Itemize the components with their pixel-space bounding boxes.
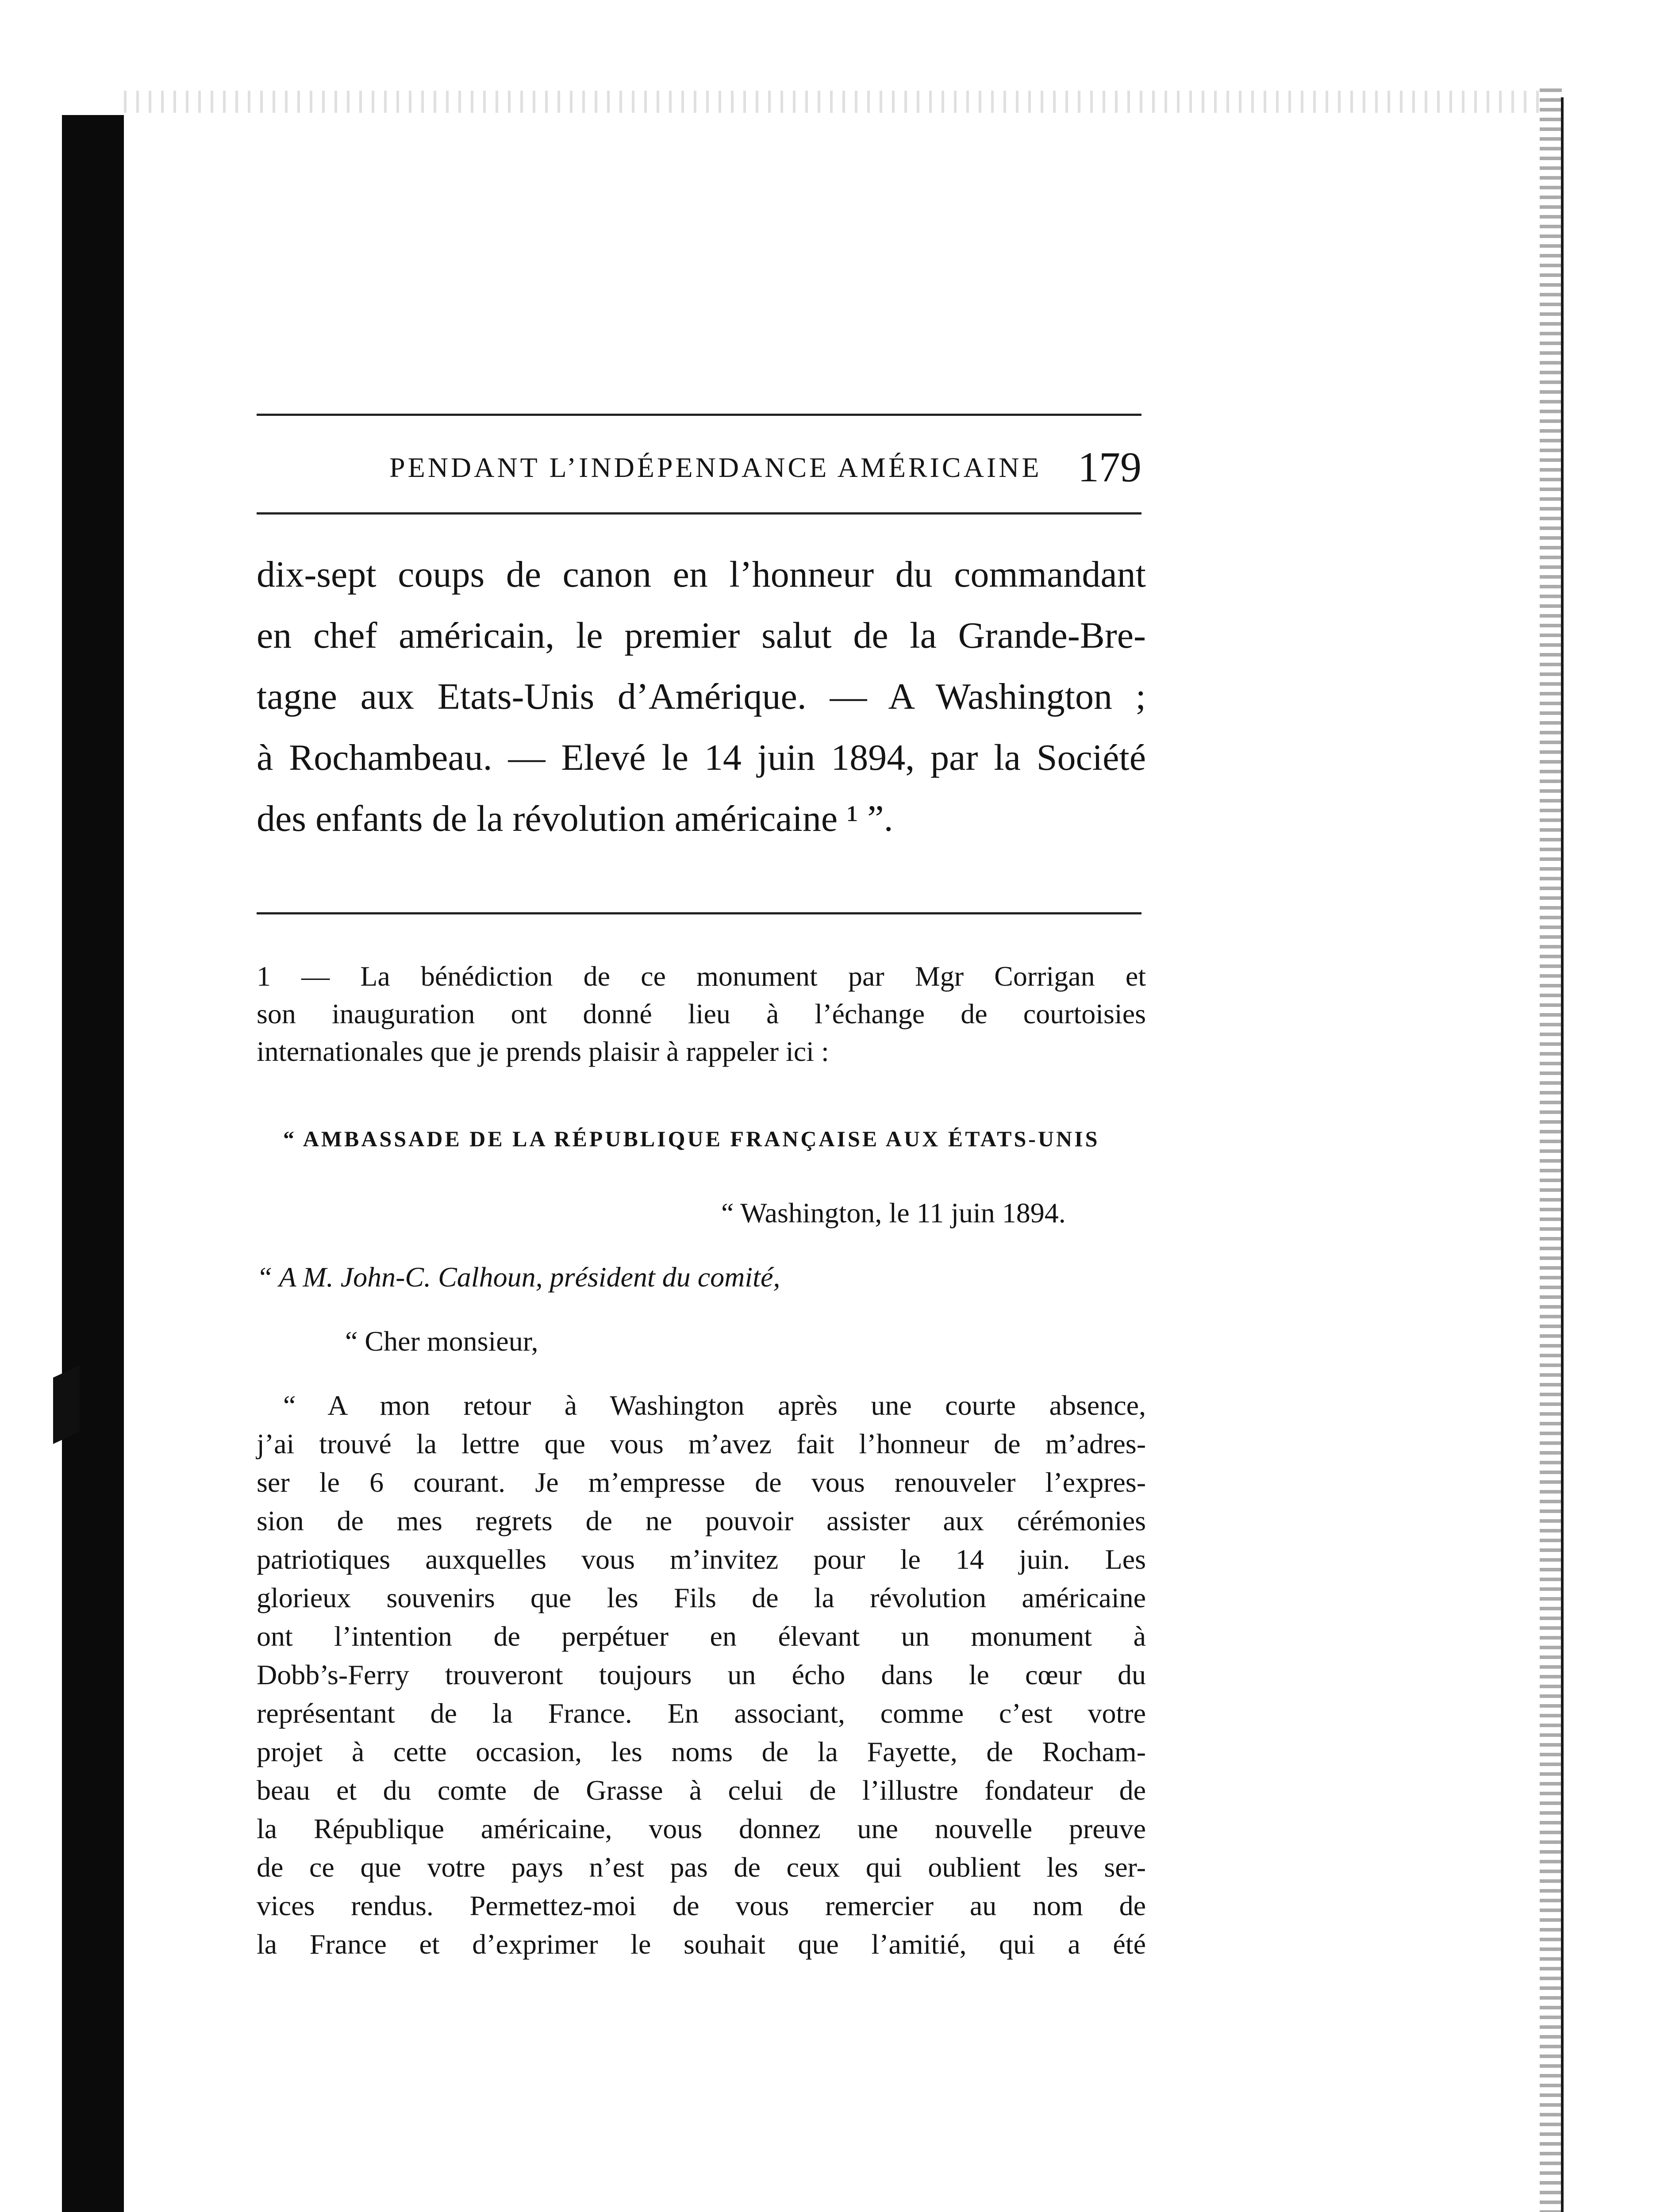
text-line: tagne aux Etats-Unis d’Amérique. — A Washington ; xyxy=(257,676,1146,717)
header-bottom-rule xyxy=(257,512,1141,515)
letter-line: vices rendus. Permettez-moi de vous remercier au nom de xyxy=(257,1890,1146,1921)
binding-notch xyxy=(53,1365,80,1444)
letter-line: glorieux souvenirs que les Fils de la révolution américaine xyxy=(257,1582,1146,1613)
scan-noise-top xyxy=(124,91,1540,113)
addressee: “ A M. John-C. Calhoun, président du comité, xyxy=(257,1261,780,1293)
text-line: des enfants de la révolution américaine ¹ ”. xyxy=(257,798,893,839)
binding-shadow xyxy=(62,115,124,2212)
letter-line: ont l’intention de perpétuer en élevant un monument à xyxy=(257,1621,1146,1652)
running-head xyxy=(257,442,1141,491)
letter-line: représentant de la France. En associant, comme c’est votre xyxy=(257,1697,1146,1729)
running-title: PENDANT L’INDÉPENDANCE AMÉRICAINE xyxy=(389,452,1042,483)
letter-line: de ce que votre pays n’est pas de ceux qui oublient les ser- xyxy=(257,1851,1146,1883)
text-line: dix-sept coups de canon en l’honneur du commandant xyxy=(257,554,1146,595)
footnote-separator xyxy=(257,912,1141,914)
footnote-line: son inauguration ont donné lieu à l’échange de courtoisies xyxy=(257,998,1146,1029)
letter-line: la République américaine, vous donnez une nouvelle preuve xyxy=(257,1813,1146,1844)
letterhead: “ AMBASSADE DE LA RÉPUBLIQUE FRANÇAISE AUX ÉTATS-UNIS xyxy=(283,1126,1100,1151)
text-line: à Rochambeau. — Elevé le 14 juin 1894, par la Société xyxy=(257,737,1146,778)
main-paragraph xyxy=(257,544,1146,849)
letter-line: j’ai trouvé la lettre que vous m’avez fait l’honneur de m’adres- xyxy=(257,1428,1146,1459)
page-number: 179 xyxy=(1078,443,1141,491)
page-edge-line xyxy=(1561,97,1564,2212)
letter-line: la France et d’exprimer le souhait que l’amitié, qui a été xyxy=(257,1928,1146,1960)
letter-line: Dobb’s-Ferry trouveront toujours un écho dans le cœur du xyxy=(257,1659,1146,1690)
footnote-line: 1 — La bénédiction de ce monument par Mgr Corrigan et xyxy=(257,960,1146,992)
text-line: en chef américain, le premier salut de la Grande-Bre- xyxy=(257,615,1146,656)
letter-line: projet à cette occasion, les noms de la Fayette, de Rocham- xyxy=(257,1736,1146,1767)
letter-line: patriotiques auxquelles vous m’invitez pour le 14 juin. Les xyxy=(257,1544,1146,1575)
letter-line: ser le 6 courant. Je m’empresse de vous renouveler l’expres- xyxy=(257,1467,1146,1498)
salutation: “ Cher monsieur, xyxy=(345,1325,538,1357)
dateline: “ Washington, le 11 juin 1894. xyxy=(721,1197,1066,1229)
header-top-rule xyxy=(257,414,1141,416)
letter-line: sion de mes regrets de ne pouvoir assister aux cérémonies xyxy=(257,1505,1146,1536)
footnote-line: internationales que je prends plaisir à rappeler ici : xyxy=(257,1036,829,1067)
letter-line: “ A mon retour à Washington après une courte absence, xyxy=(283,1390,1146,1421)
scan-edge-right xyxy=(1540,88,1562,2212)
letter-line: beau et du comte de Grasse à celui de l’illustre fondateur de xyxy=(257,1774,1146,1806)
